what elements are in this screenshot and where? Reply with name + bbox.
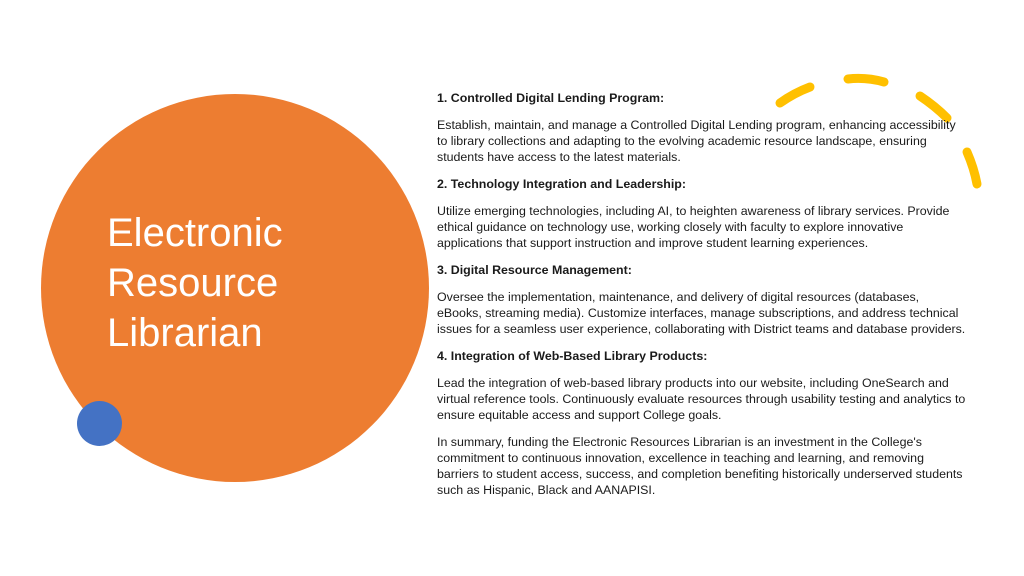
- section-4-body: Lead the integration of web-based library products into our website, including OneSearch and virtual reference tools. Continuously evaluate resources through usability testing and analytics to ensure equitable access and support College goals.: [437, 376, 966, 422]
- title-line-3: Librarian: [107, 311, 263, 355]
- section-2-body: Utilize emerging technologies, including AI, to heighten awareness of library services. Provide ethical guidance on technology use, working closely with faculty to explore innovative applications that support instruction and improve student learning experiences.: [437, 204, 950, 250]
- summary-paragraph: In summary, funding the Electronic Resources Librarian is an investment in the College's commitment to continuous innovation, excellence in teaching and learning, and removing barriers to student access, success, and completion benefiting historically underserved students such as Hispanic, Black and AANAPISI.: [437, 435, 963, 497]
- blue-circle-decoration: [77, 401, 122, 446]
- title-line-2: Resource: [107, 261, 279, 305]
- slide-title: [107, 208, 407, 358]
- content-text-block: [437, 90, 967, 509]
- arc-dash-2: [848, 78, 884, 82]
- section-1-heading: 1. Controlled Digital Lending Program:: [437, 91, 665, 105]
- section-2-heading: 2. Technology Integration and Leadership:: [437, 177, 686, 191]
- section-3-body: Oversee the implementation, maintenance, and delivery of digital resources (databases, eBooks, streaming media). Customize interfaces, manage subscriptions, and address technical issues for a seamless user experience, collaborating with District teams and database providers.: [437, 290, 966, 336]
- section-4-heading: 4. Integration of Web-Based Library Products:: [437, 349, 708, 363]
- title-line-1: Electronic: [107, 211, 283, 255]
- section-1-body: Establish, maintain, and manage a Controlled Digital Lending program, enhancing accessibility to library collections and adapting to the evolving academic resource landscape, ensuring students have access to the latest materials.: [437, 118, 956, 164]
- arc-dash-4: [967, 152, 977, 184]
- section-3-heading: 3. Digital Resource Management:: [437, 263, 632, 277]
